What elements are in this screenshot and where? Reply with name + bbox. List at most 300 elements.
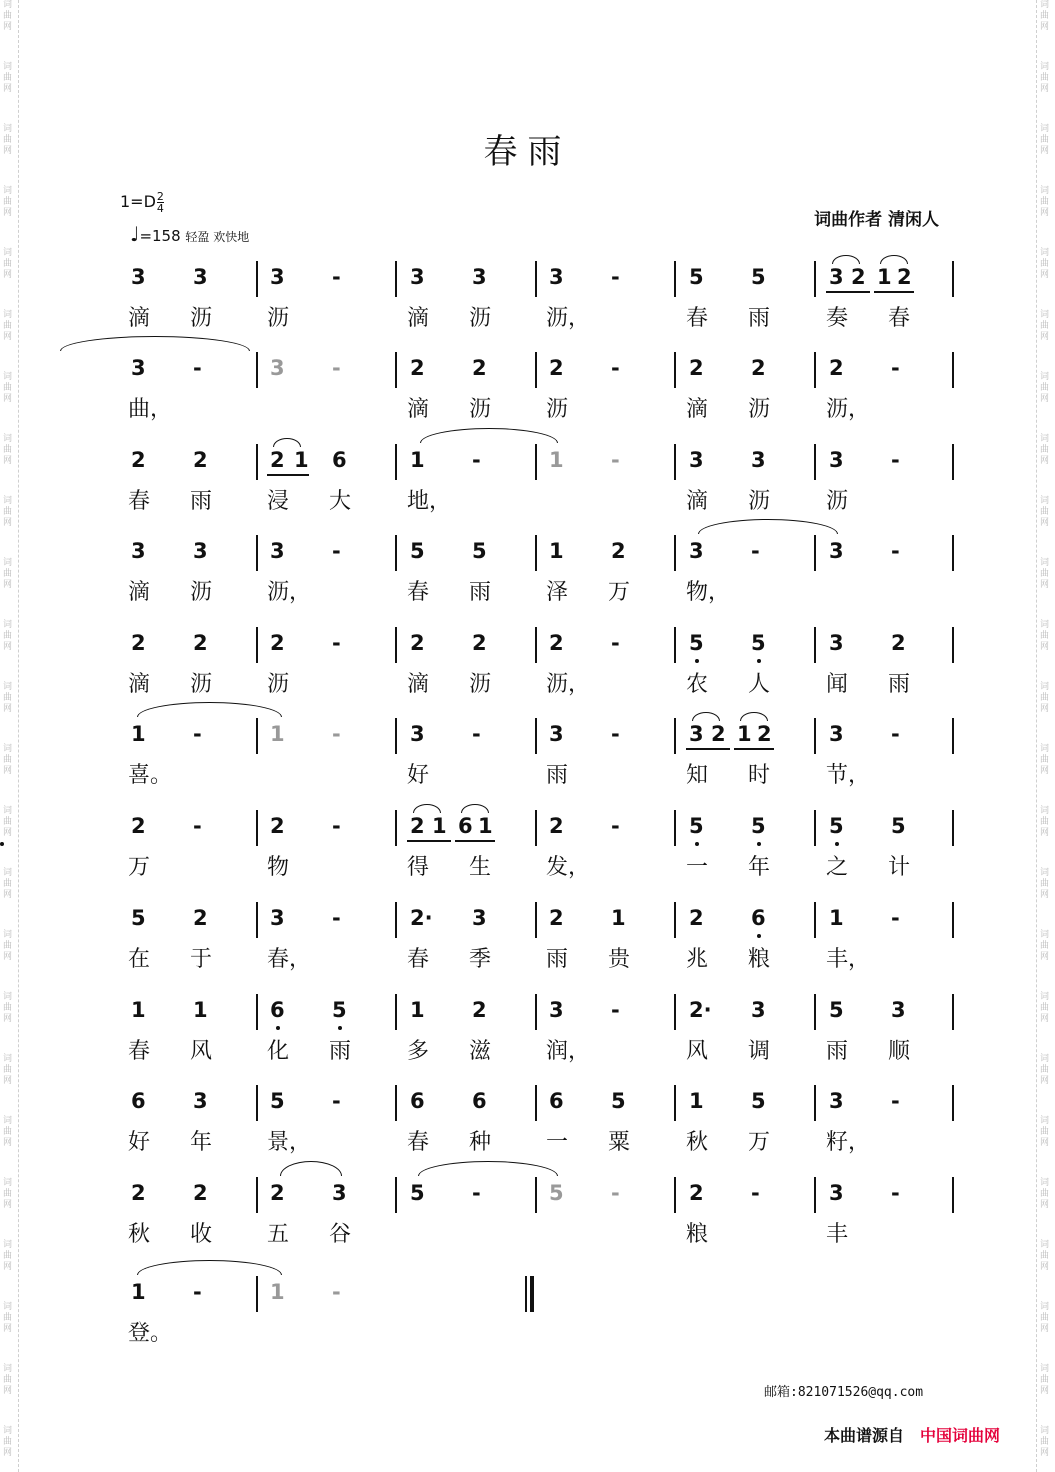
low-octave-dot [338,1026,342,1030]
jianpu-note: 5 [410,539,425,563]
low-octave-dot [835,842,839,846]
jianpu-note: 5 [270,1089,285,1113]
lyric-syllable: 浸 [267,489,290,514]
jianpu-note: - [332,814,341,838]
bar-line [952,994,954,1030]
bar-line [952,1177,954,1213]
bar-line [814,261,816,297]
jianpu-note: 2 [193,1181,208,1205]
jianpu-note: 3 [689,722,704,746]
jianpu-note: 1 [737,722,752,746]
watermark-text: 词 曲 网 [3,992,13,1024]
bar-line [674,902,676,938]
lyric-syllable: 粟 [608,1130,631,1155]
lyric-syllable: 沥 [469,306,492,331]
lyric-syllable: 多 [407,1039,430,1064]
jianpu-note: 2 [611,539,626,563]
lyric-syllable: 春 [686,306,709,331]
watermark-text: 词 曲 网 [1040,930,1050,962]
tie-arc [698,519,838,534]
jianpu-note: - [611,1181,620,1205]
author-credit: 词曲作者 清闲人 [814,210,939,230]
jianpu-note: 5 [829,998,844,1022]
lyric-syllable: 农 [686,672,709,697]
low-octave-dot [695,842,699,846]
jianpu-note: 2 [689,356,704,380]
bar-line [952,627,954,663]
jianpu-note: 3 [410,265,425,289]
lyric-syllable: 沥 [267,306,290,331]
low-octave-dot [0,842,4,846]
jianpu-note: 2 [410,631,425,655]
lyric-syllable: 滴 [407,397,430,422]
source-footer [824,1423,1000,1446]
jianpu-note: 3 [193,265,208,289]
jianpu-note: 1 [829,906,844,930]
bar-line [952,352,954,388]
lyric-syllable: 秋 [128,1222,151,1247]
lyric-syllable: 物 [267,855,290,880]
lyric-syllable: 沥 [826,489,849,514]
lyric-syllable: 滴 [128,672,151,697]
eighth-underline [455,840,495,842]
watermark-text: 词 曲 网 [1040,186,1050,218]
jianpu-note: 2 [131,631,146,655]
jianpu-note: - [891,1181,900,1205]
bar-line [535,1177,537,1213]
jianpu-note: 5 [131,906,146,930]
jianpu-note: - [332,1280,341,1304]
watermark-text: 词 曲 网 [3,1178,13,1210]
jianpu-note: 3 [751,448,766,472]
watermark-text: 词 曲 网 [1040,62,1050,94]
bar-line [952,535,954,571]
bar-line [814,718,816,754]
right-watermark-strip [1036,0,1055,1472]
jianpu-note: 1 [478,814,493,838]
watermark-text: 词 曲 网 [3,1364,13,1396]
jianpu-note: 5 [689,265,704,289]
jianpu-note: 5 [891,814,906,838]
lyric-syllable: 沥 [190,580,213,605]
slur-arc [692,712,720,721]
jianpu-note: 2 [472,356,487,380]
lyric-syllable: 春 [407,580,430,605]
lyric-syllable: 于 [190,947,213,972]
jianpu-note: 5 [611,1089,626,1113]
jianpu-note: 1 [410,448,425,472]
jianpu-note: - [891,448,900,472]
bar-line [256,1177,258,1213]
lyric-syllable: 五 [267,1222,290,1247]
lyric-syllable: 滴 [686,397,709,422]
jianpu-note: 2 [689,1181,704,1205]
lyric-syllable: 雨 [888,672,911,697]
lyric-syllable: 沥 [469,397,492,422]
bar-line [535,261,537,297]
jianpu-note: 2 [270,1181,285,1205]
jianpu-note: - [611,722,620,746]
jianpu-note: 2 [270,448,285,472]
jianpu-note: 6 [549,1089,564,1113]
lyric-syllable: 滋 [469,1039,492,1064]
jianpu-note: - [332,539,341,563]
bar-line [395,1085,397,1121]
tie-arc [418,1161,558,1176]
bar-line [395,718,397,754]
jianpu-note: 2 [193,448,208,472]
lyric-syllable: 万 [608,580,631,605]
lyric-syllable: 丰， [826,947,871,972]
jianpu-note: 3 [131,265,146,289]
jianpu-note: 1 [294,448,309,472]
watermark-text: 词 曲 网 [1040,682,1050,714]
watermark-text: 词 曲 网 [3,496,13,528]
jianpu-note: 2 [757,722,772,746]
lyric-syllable: 沥， [826,397,871,422]
watermark-text: 词 曲 网 [1040,1054,1050,1086]
jianpu-note: 2 [270,814,285,838]
watermark-text: 词 曲 网 [1040,310,1050,342]
jianpu-note: - [472,722,481,746]
jianpu-note: - [332,722,341,746]
bar-line [395,1177,397,1213]
jianpu-note: 5 [689,631,704,655]
jianpu-note: 1 [432,814,447,838]
lyric-syllable: 春 [407,1130,430,1155]
jianpu-note: 5 [549,1181,564,1205]
lyric-syllable: 人 [748,672,771,697]
jianpu-note: 3 [193,1089,208,1113]
bar-line [535,810,537,846]
jianpu-note: 1 [131,722,146,746]
watermark-text: 词 曲 网 [1040,124,1050,156]
jianpu-note: - [332,631,341,655]
jianpu-note: 1 [270,722,285,746]
watermark-text: 词 曲 网 [1040,372,1050,404]
jianpu-note: 2 [829,356,844,380]
jianpu-note: 2 [131,814,146,838]
jianpu-note: 3 [829,1181,844,1205]
jianpu-note: - [891,906,900,930]
lyric-syllable: 沥， [267,580,312,605]
lyric-syllable: 贵 [608,947,631,972]
jianpu-note: - [611,631,620,655]
lyric-syllable: 知 [686,763,709,788]
jianpu-note: 2 [549,906,564,930]
time-denominator: 4 [156,202,164,215]
lyric-syllable: 雨 [190,489,213,514]
eighth-underline [407,840,451,842]
jianpu-note: 3 [270,356,285,380]
eighth-underline [267,474,309,476]
lyric-syllable: 雨 [546,947,569,972]
bar-line [952,261,954,297]
jianpu-note: 2 [131,1181,146,1205]
jianpu-note: 5 [751,631,766,655]
jianpu-note: 3 [829,539,844,563]
bar-line [674,810,676,846]
watermark-text: 词 曲 网 [3,372,13,404]
final-barline [525,1276,527,1312]
email-footer: 邮箱:821071526@qq.com [764,1385,924,1400]
lyric-syllable: 雨 [329,1039,352,1064]
bar-line [535,718,537,754]
lyric-syllable: 沥 [190,672,213,697]
slur-arc [832,255,860,264]
lyric-syllable: 春 [128,1039,151,1064]
jianpu-note: - [193,356,202,380]
jianpu-note: 5 [689,814,704,838]
tie-arc [60,336,250,351]
lyric-syllable: 好 [407,763,430,788]
lyric-syllable: 雨 [826,1039,849,1064]
jianpu-note: 3 [131,356,146,380]
jianpu-note: 2· [689,998,712,1022]
key-label: 1=D [120,192,156,211]
tie-arc [137,1260,282,1275]
lyric-syllable: 粮 [686,1222,709,1247]
watermark-text: 词 曲 网 [1040,248,1050,280]
tie-arc [137,702,282,717]
lyric-syllable: 春 [128,489,151,514]
jianpu-note: 5 [472,539,487,563]
bar-line [952,1085,954,1121]
bar-line [535,994,537,1030]
final-barline-thick [530,1276,534,1312]
jianpu-note: - [891,1089,900,1113]
jianpu-note: 1 [611,906,626,930]
bar-line [535,627,537,663]
source-label: 本曲谱源自 [824,1426,905,1445]
lyric-syllable: 沥 [267,672,290,697]
lyric-syllable: 曲， [128,397,173,422]
watermark-text: 词 曲 网 [3,620,13,652]
bar-line [256,902,258,938]
bar-line [256,444,258,480]
bar-line [952,718,954,754]
jianpu-note: 1 [131,1280,146,1304]
watermark-text: 词 曲 网 [3,558,13,590]
bar-line [256,1085,258,1121]
jianpu-note: 6 [472,1089,487,1113]
bar-line [535,1085,537,1121]
jianpu-note: 3 [829,448,844,472]
jianpu-note: - [891,356,900,380]
bar-line [395,261,397,297]
lyric-syllable: 春 [888,306,911,331]
jianpu-note: - [332,265,341,289]
bar-line [395,627,397,663]
jianpu-note: - [193,814,202,838]
jianpu-note: 2 [751,356,766,380]
lyric-syllable: 秋 [686,1130,709,1155]
lyric-syllable: 好 [128,1130,151,1155]
lyric-syllable: 万 [748,1130,771,1155]
lyric-syllable: 滴 [686,489,709,514]
jianpu-note: 6 [410,1089,425,1113]
lyric-syllable: 节， [826,763,871,788]
jianpu-note: 2 [131,448,146,472]
bar-line [256,261,258,297]
jianpu-note: 3 [689,448,704,472]
bar-line [814,444,816,480]
jianpu-note: 3 [270,539,285,563]
jianpu-note: 3 [689,539,704,563]
jianpu-note: 2 [549,631,564,655]
eighth-underline [686,748,730,750]
bar-line [256,810,258,846]
time-numerator: 2 [156,190,164,203]
watermark-text: 词 曲 网 [3,186,13,218]
bar-line [256,1276,258,1312]
jianpu-note: - [611,998,620,1022]
jianpu-note: - [193,1280,202,1304]
bar-line [952,902,954,938]
jianpu-note: 2 [897,265,912,289]
jianpu-note: 3 [549,722,564,746]
lyric-syllable: 在 [128,947,151,972]
watermark-text: 词 曲 网 [3,124,13,156]
lyric-syllable: 生 [469,855,492,880]
lyric-syllable: 闻 [826,672,849,697]
lyric-syllable: 一 [686,855,709,880]
tie-arc [280,1161,342,1176]
bar-line [814,994,816,1030]
jianpu-note: - [611,356,620,380]
lyric-syllable: 滴 [407,306,430,331]
jianpu-note: - [472,1181,481,1205]
bar-line [395,352,397,388]
bar-line [535,535,537,571]
bar-line [674,535,676,571]
watermark-text: 词 曲 网 [1040,1116,1050,1148]
jianpu-note: 3 [472,906,487,930]
lyric-syllable: 沥 [748,489,771,514]
jianpu-note: 2 [851,265,866,289]
watermark-text: 词 曲 网 [3,868,13,900]
lyric-syllable: 籽， [826,1130,871,1155]
jianpu-note: - [193,722,202,746]
jianpu-note: 5 [751,814,766,838]
slur-arc [461,804,489,813]
jianpu-note: 2 [472,631,487,655]
lyric-syllable: 沥 [748,397,771,422]
jianpu-note: 3 [829,722,844,746]
watermark-text: 词 曲 网 [3,682,13,714]
watermark-text: 词 曲 网 [3,434,13,466]
lyric-syllable: 沥 [190,306,213,331]
watermark-text: 词 曲 网 [1040,558,1050,590]
bar-line [535,444,537,480]
jianpu-note: 3 [270,906,285,930]
watermark-text: 词 曲 网 [1040,1302,1050,1334]
jianpu-note: 3 [829,631,844,655]
watermark-text: 词 曲 网 [1040,868,1050,900]
jianpu-note: 1 [877,265,892,289]
jianpu-note: 1 [193,998,208,1022]
jianpu-note: 3 [410,722,425,746]
low-octave-dot [757,659,761,663]
watermark-text: 词 曲 网 [1040,620,1050,652]
bar-line [674,1085,676,1121]
watermark-text: 词 曲 网 [3,1054,13,1086]
lyric-syllable: 雨 [546,763,569,788]
lyric-syllable: 计 [888,855,911,880]
watermark-text: 词 曲 网 [3,62,13,94]
low-octave-dot [276,1026,280,1030]
bar-line [395,535,397,571]
jianpu-note: 3 [549,265,564,289]
time-signature [157,191,164,214]
jianpu-note: 1 [410,998,425,1022]
slur-arc [880,255,908,264]
jianpu-note: 1 [270,1280,285,1304]
jianpu-note: 5 [751,1089,766,1113]
jianpu-note: - [611,814,620,838]
tempo-marking [130,222,249,246]
lyric-syllable: 风 [686,1039,709,1064]
lyric-syllable: 沥 [469,672,492,697]
jianpu-note: 5 [410,1181,425,1205]
bar-line [952,444,954,480]
bar-line [256,718,258,754]
jianpu-note: 2 [270,631,285,655]
lyric-syllable: 年 [190,1130,213,1155]
watermark-text: 词 曲 网 [3,1240,13,1272]
lyric-syllable: 顺 [888,1039,911,1064]
jianpu-note: - [611,265,620,289]
bar-line [256,352,258,388]
jianpu-note: 3 [193,539,208,563]
jianpu-note: 6 [131,1089,146,1113]
song-title: 春雨 [483,132,572,172]
lyric-syllable: 物， [686,580,731,605]
lyric-syllable: 时 [748,763,771,788]
jianpu-note: 2 [891,631,906,655]
bar-line [814,1177,816,1213]
watermark-text: 词 曲 网 [1040,434,1050,466]
lyric-syllable: 沥， [546,306,591,331]
lyric-syllable: 得 [407,855,430,880]
jianpu-note: 2 [410,814,425,838]
lyric-syllable: 季 [469,947,492,972]
jianpu-note: 2 [410,356,425,380]
jianpu-note: 5 [751,265,766,289]
lyric-syllable: 粮 [748,947,771,972]
jianpu-note: 1 [549,539,564,563]
jianpu-note: 2 [711,722,726,746]
watermark-text: 词 曲 网 [3,310,13,342]
jianpu-note: - [332,356,341,380]
lyric-syllable: 化 [267,1039,290,1064]
watermark-text: 词 曲 网 [1040,1364,1050,1396]
jianpu-note: - [751,539,760,563]
lyric-syllable: 之 [826,855,849,880]
watermark-text: 词 曲 网 [1040,1426,1050,1458]
bar-line [814,902,816,938]
lyric-syllable: 一 [546,1130,569,1155]
bar-line [952,810,954,846]
slur-arc [413,804,441,813]
watermark-text: 词 曲 网 [1040,0,1050,32]
lyric-syllable: 调 [748,1039,771,1064]
jianpu-note: 2 [193,906,208,930]
jianpu-note: 2 [472,998,487,1022]
bar-line [395,444,397,480]
bar-line [674,627,676,663]
lyric-syllable: 润， [546,1039,591,1064]
